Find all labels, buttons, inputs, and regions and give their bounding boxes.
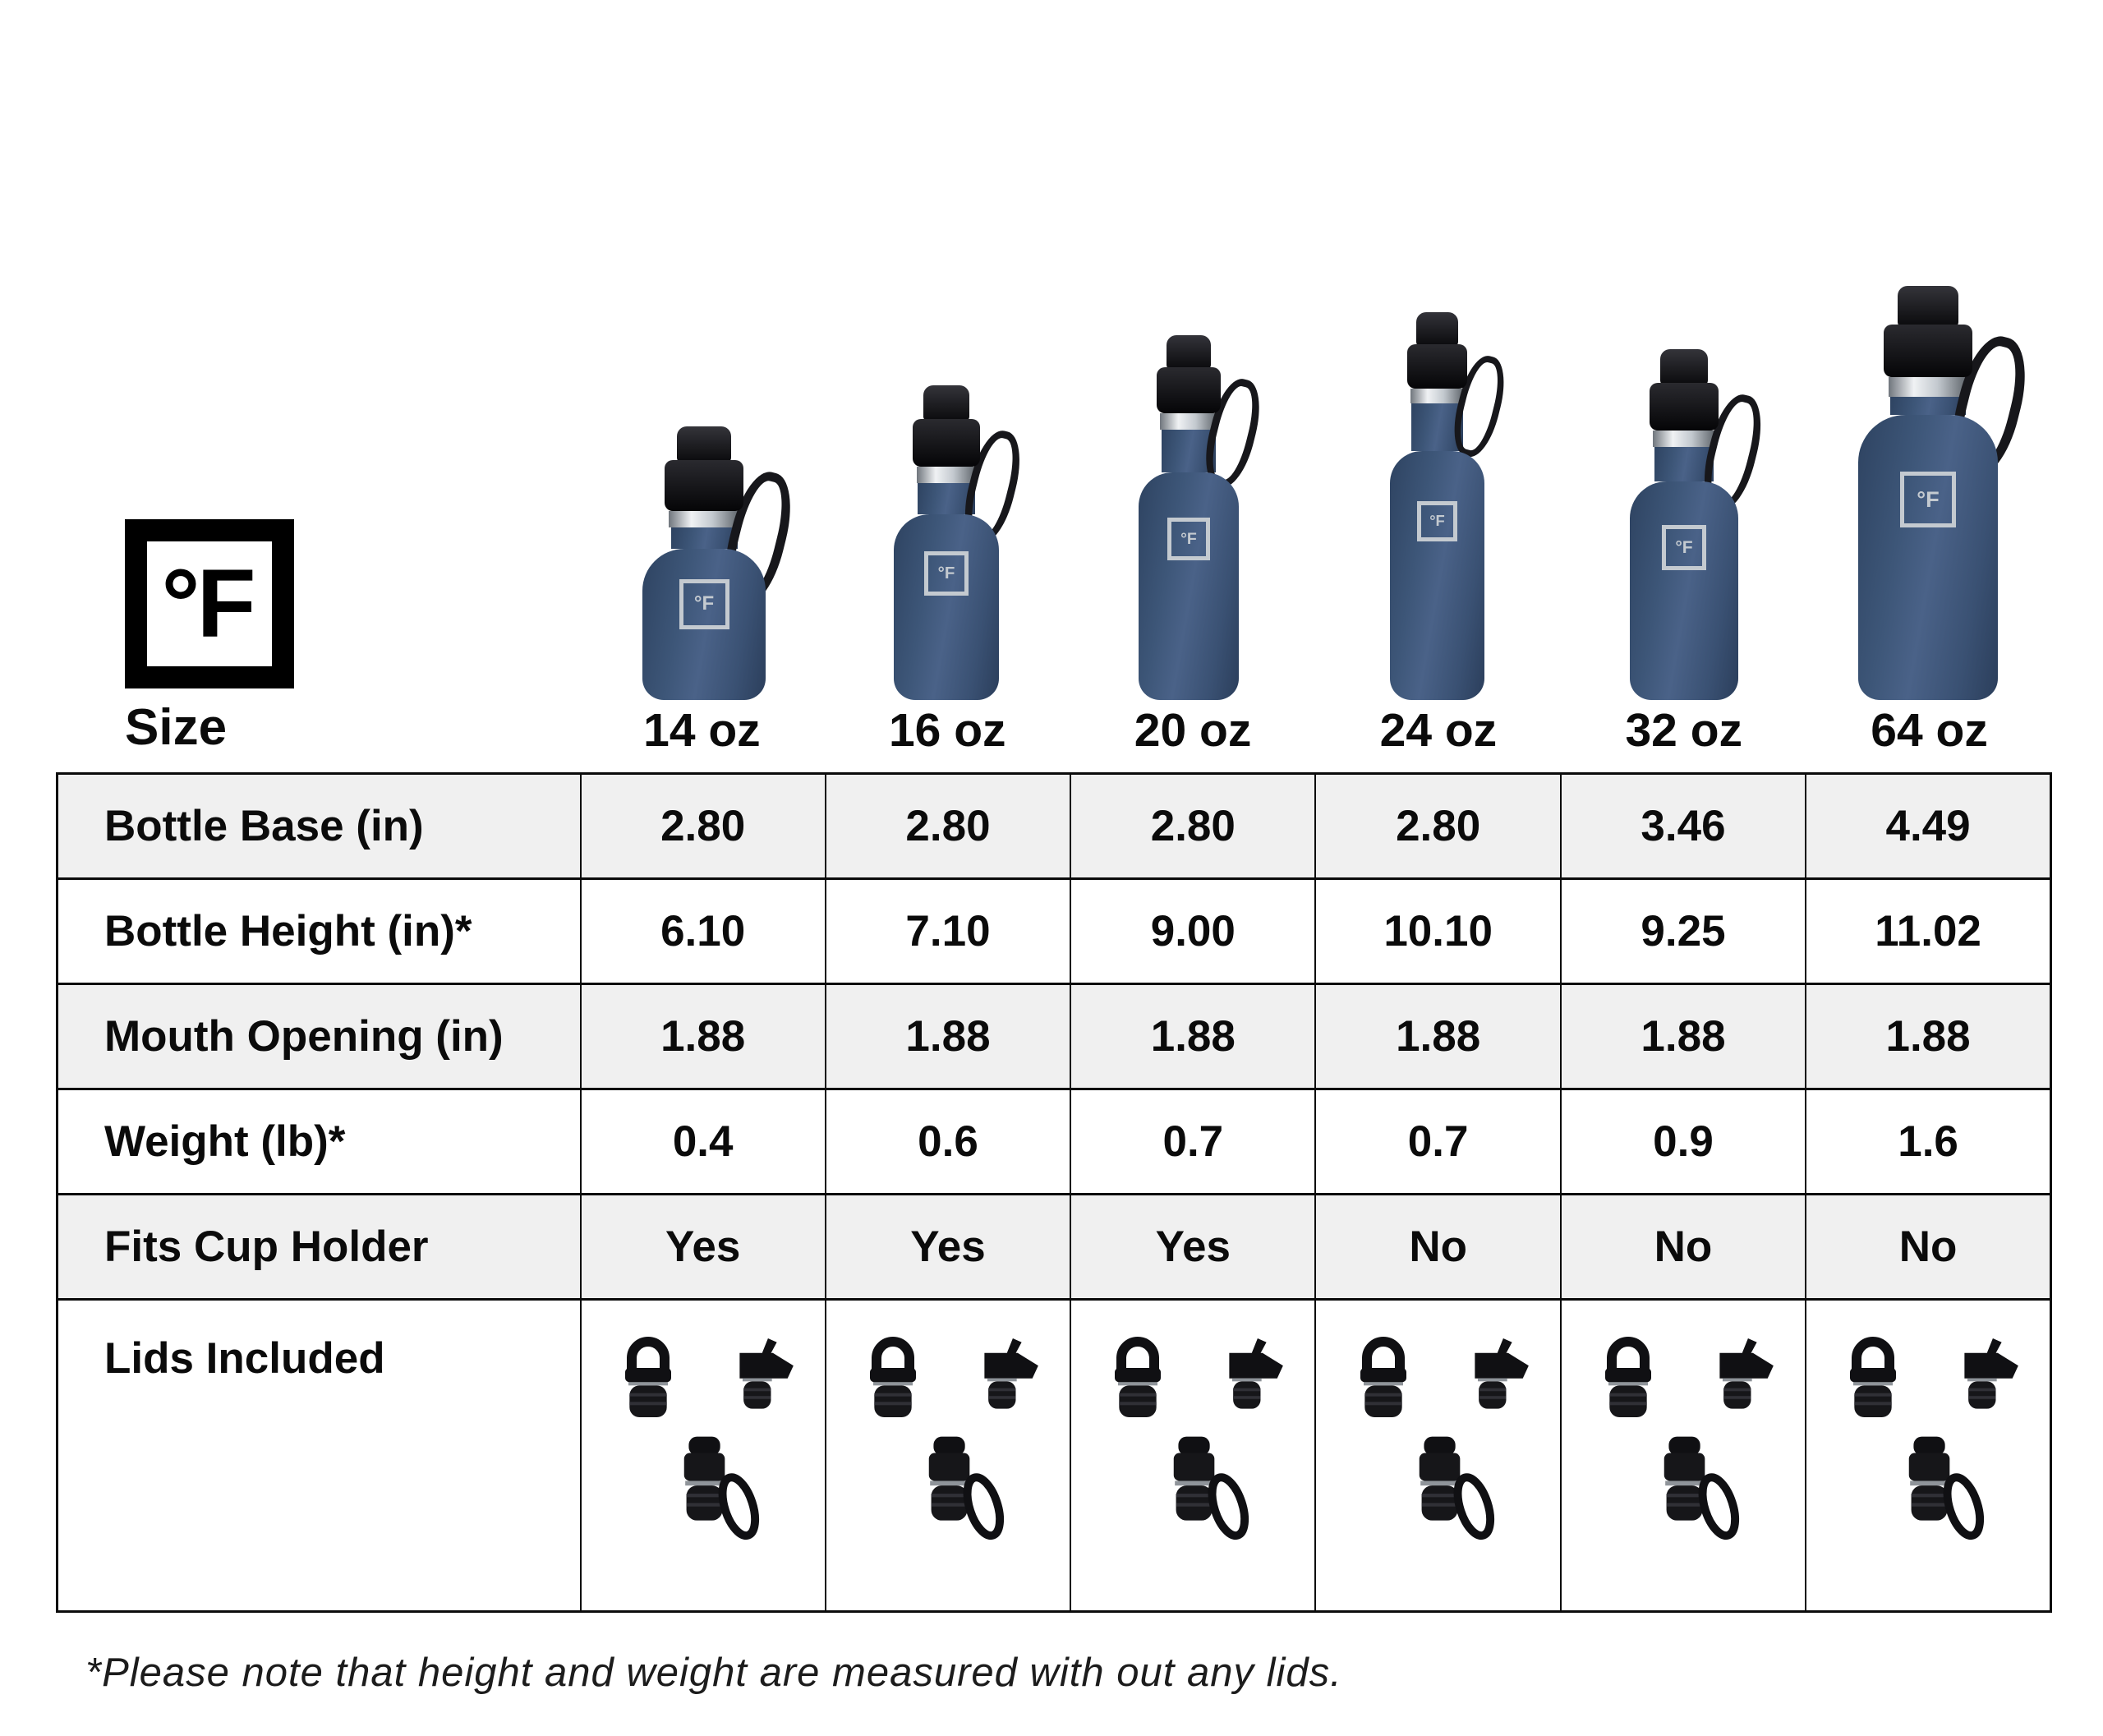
cell-fits-cup-holder-32oz: No [1561,1195,1806,1300]
logo-badge [1662,525,1707,570]
size-header-14oz: 14 oz [643,704,761,757]
cell-bottle-height-20oz: 9.00 [1070,879,1315,984]
logo-badge [679,579,729,629]
cell-mouth-opening-16oz: 1.88 [826,984,1070,1089]
size-header-20oz: 20 oz [1134,704,1252,757]
lids-group [1316,1301,1559,1544]
flip-straw-lid-icon [1697,1328,1779,1421]
badge-text: °F [1180,529,1197,548]
bottle-cap-knob [1167,335,1211,370]
carabiner-handle-lid-icon [1587,1328,1669,1421]
spout-carabiner-lid-icon [1641,1432,1750,1544]
row-label-bottle-height: Bottle Height (in)* [58,879,581,984]
cell-mouth-opening-14oz: 1.88 [581,984,826,1089]
spout-carabiner-lid-icon [1397,1432,1505,1544]
bottle-cap-knob [1416,312,1458,347]
steel-band [1410,389,1465,403]
row-bottle-height [58,879,2051,984]
badge-text: °F [1917,486,1940,513]
size-header-64oz: 64 oz [1871,704,1988,757]
spout-carabiner-lid-icon [1886,1432,1995,1544]
bottle-20oz [1139,335,1239,702]
cell-weight-24oz: 0.7 [1315,1089,1560,1195]
steel-band [1653,431,1714,447]
bottle-body [1630,481,1738,700]
logo-badge [924,551,969,596]
bottle-body [1139,472,1239,700]
cell-fits-cup-holder-20oz: Yes [1070,1195,1315,1300]
row-label-bottle-base: Bottle Base (in) [58,774,581,879]
bottle-16oz [894,385,999,702]
logo-badge [1417,501,1457,541]
carabiner-handle-lid-icon [1097,1328,1179,1421]
cell-lids-16oz [826,1300,1070,1612]
bottle-cap-collar [913,419,980,467]
bottle-cap-knob [1898,286,1959,327]
row-label-weight: Weight (lb)* [58,1089,581,1195]
bottle-cap-collar [1650,383,1719,431]
bottle-14oz [642,426,766,702]
bottle-32oz [1630,349,1738,702]
spout-carabiner-lid-icon [661,1432,770,1544]
badge-text: °F [1429,512,1445,530]
badge-text: °F [937,563,955,583]
flip-straw-lid-icon [1207,1328,1289,1421]
cell-bottle-height-14oz: 6.10 [581,879,826,984]
bottle-cap-collar [1407,344,1468,389]
bottle-cap-knob [1660,349,1708,385]
carabiner-handle-lid-icon [1832,1328,1914,1421]
spec-table [56,772,2052,1613]
cell-lids-20oz [1070,1300,1315,1612]
cell-bottle-base-14oz: 2.80 [581,774,826,879]
bottle-cap-knob [923,385,969,421]
cell-bottle-base-32oz: 3.46 [1561,774,1806,879]
row-label-fits-cup-holder: Fits Cup Holder [58,1195,581,1300]
row-label-mouth-opening: Mouth Opening (in) [58,984,581,1089]
cell-weight-64oz: 1.6 [1806,1089,2050,1195]
carabiner-handle-lid-icon [1342,1328,1424,1421]
flip-straw-lid-icon [1452,1328,1535,1421]
row-weight [58,1089,2051,1195]
badge-text: °F [1675,537,1693,557]
size-header-16oz: 16 oz [888,704,1006,757]
size-header-32oz: 32 oz [1625,704,1743,757]
cell-lids-64oz [1806,1300,2050,1612]
bottle-body [1390,451,1484,700]
flip-straw-lid-icon [962,1328,1044,1421]
steel-band [669,511,739,527]
cell-lids-32oz [1561,1300,1806,1612]
cell-weight-14oz: 0.4 [581,1089,826,1195]
cell-weight-16oz: 0.6 [826,1089,1070,1195]
cell-bottle-base-24oz: 2.80 [1315,774,1560,879]
footnote: *Please note that height and weight are measured with out any lids. [85,1651,1342,1695]
size-header-24oz: 24 oz [1379,704,1498,757]
cell-mouth-opening-20oz: 1.88 [1070,984,1315,1089]
bottle-body [1858,415,1998,700]
row-label-lids-included: Lids Included [58,1300,581,1612]
cell-bottle-height-32oz: 9.25 [1561,879,1806,984]
spout-carabiner-lid-icon [906,1432,1015,1544]
flip-straw-lid-icon [717,1328,799,1421]
size-row-label: Size [125,699,228,756]
bottle-cap-collar [665,460,743,511]
spout-carabiner-lid-icon [1151,1432,1259,1544]
cell-mouth-opening-32oz: 1.88 [1561,984,1806,1089]
lids-group [582,1301,825,1544]
cell-mouth-opening-64oz: 1.88 [1806,984,2050,1089]
flip-straw-lid-icon [1942,1328,2024,1421]
cell-fits-cup-holder-24oz: No [1315,1195,1560,1300]
cell-bottle-base-64oz: 4.49 [1806,774,2050,879]
bottle-cap-collar [1157,367,1221,413]
badge-text: °F [693,592,715,615]
cell-bottle-height-24oz: 10.10 [1315,879,1560,984]
carabiner-handle-lid-icon [607,1328,689,1421]
bottle-cap-knob [677,426,731,463]
cell-mouth-opening-24oz: 1.88 [1315,984,1560,1089]
cell-bottle-height-64oz: 11.02 [1806,879,2050,984]
carabiner-handle-lid-icon [852,1328,934,1421]
steel-band [917,467,977,483]
row-bottle-base [58,774,2051,879]
bottle-neck [1890,397,1966,415]
lids-group [826,1301,1070,1544]
steel-band [1160,413,1217,430]
bottle-body [642,549,766,700]
lids-group [1562,1301,1805,1544]
logo-badge [1900,472,1956,527]
lids-group [1071,1301,1314,1544]
row-mouth-opening [58,984,2051,1089]
brand-logo-text: °F [161,550,253,658]
cell-lids-24oz [1315,1300,1560,1612]
brand-logo [125,519,294,688]
bottle-body [894,514,999,700]
logo-badge [1167,518,1209,559]
cell-fits-cup-holder-64oz: No [1806,1195,2050,1300]
bottle-64oz [1858,286,1998,702]
bottle-cap-collar [1884,325,1973,377]
cell-weight-32oz: 0.9 [1561,1089,1806,1195]
cell-bottle-base-16oz: 2.80 [826,774,1070,879]
cell-bottle-height-16oz: 7.10 [826,879,1070,984]
cell-bottle-base-20oz: 2.80 [1070,774,1315,879]
lids-group [1806,1301,2050,1544]
size-column-headers [579,703,2052,757]
bottle-24oz [1390,312,1484,702]
row-lids-included [58,1300,2051,1612]
cell-lids-14oz [581,1300,826,1612]
cell-fits-cup-holder-14oz: Yes [581,1195,826,1300]
cell-weight-20oz: 0.7 [1070,1089,1315,1195]
cell-fits-cup-holder-16oz: Yes [826,1195,1070,1300]
row-fits-cup-holder [58,1195,2051,1300]
steel-band [1889,377,1968,397]
